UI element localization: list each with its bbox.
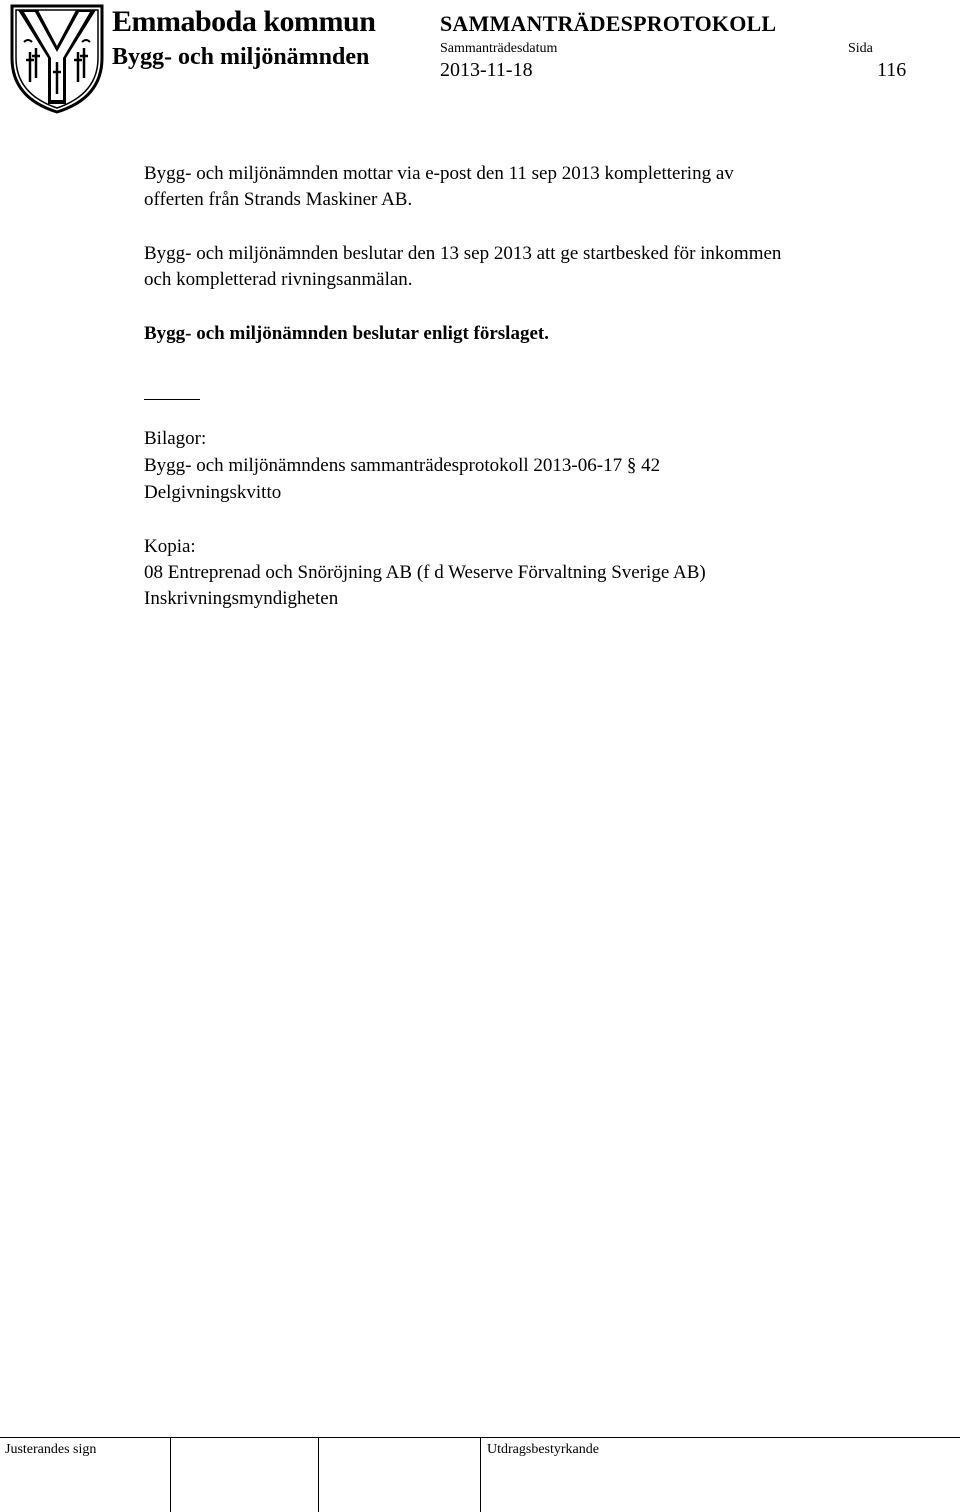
org-committee-name: Bygg- och miljönämnden: [112, 44, 370, 70]
paragraph-1-line-1: Bygg- och miljönämnden mottar via e-post den 11 sep 2013 komplettering av: [144, 163, 734, 184]
paragraph-2-line-1: Bygg- och miljönämnden beslutar den 13 sep 2013 att ge startbesked för inkommen: [144, 243, 782, 264]
paragraph-2-line-2: och kompletterad rivningsanmälan.: [144, 269, 413, 290]
footer-divider: [170, 1437, 171, 1512]
meeting-date-label: Sammanträdesdatum: [440, 41, 558, 56]
separator-line: [144, 399, 200, 400]
certification-label: Utdragsbestyrkande: [487, 1442, 599, 1457]
copy-label: Kopia:: [144, 536, 196, 557]
footer-divider: [318, 1437, 319, 1512]
signature-label: Justerandes sign: [5, 1442, 97, 1457]
copy-recipient: Inskrivningsmyndigheten: [144, 588, 339, 609]
attachments-label: Bilagor:: [144, 428, 207, 449]
decision-statement: Bygg- och miljönämnden beslutar enligt förslaget.: [144, 323, 549, 344]
page-number: 116: [877, 59, 907, 81]
org-name: Emmaboda kommun: [112, 5, 376, 38]
copy-recipient: 08 Entreprenad och Snöröjning AB (f d Weserve Förvaltning Sverige AB): [144, 562, 706, 583]
document-title: SAMMANTRÄDESPROTOKOLL: [440, 11, 777, 36]
page-label: Sida: [848, 41, 873, 56]
attachment-item: Delgivningskvitto: [144, 482, 282, 503]
paragraph-1-line-2: offerten från Strands Maskiner AB.: [144, 189, 413, 210]
meeting-date-value: 2013-11-18: [440, 59, 533, 81]
footer-divider: [480, 1437, 481, 1512]
coat-of-arms-logo: [8, 2, 106, 114]
attachment-item: Bygg- och miljönämndens sammanträdesprotokoll 2013-06-17 § 42: [144, 455, 661, 476]
